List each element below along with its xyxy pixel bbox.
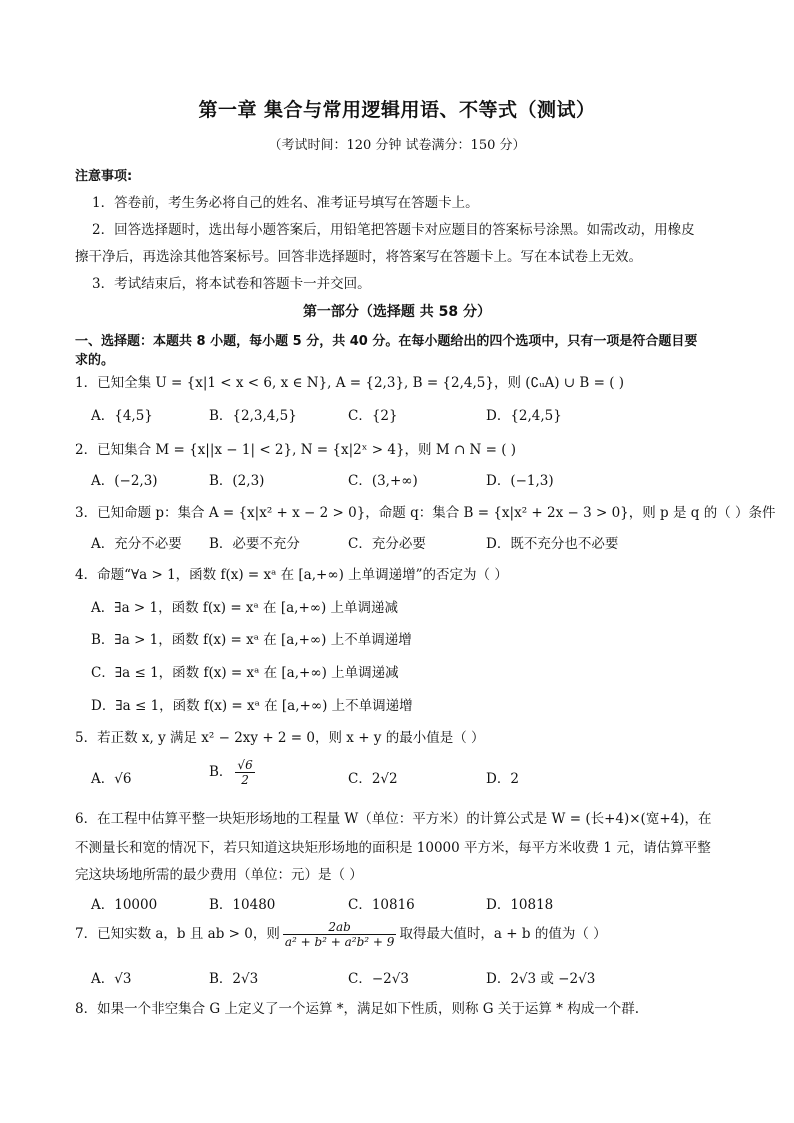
notice-item: 1．答卷前，考生务必将自己的姓名、准考证号填写在答题卡上。 (92, 195, 479, 211)
q7-stem-post: 取得最大值时，a + b 的值为（ ） (399, 926, 607, 942)
q4-option-c: C．∃a ≤ 1，函数 f(x) = xᵃ 在 [a,+∞) 上单调递减 (91, 665, 399, 681)
section-instruction-cont: 求的。 (75, 353, 115, 368)
q5-option-b-fraction (235, 758, 254, 787)
q4-option-a: A．∃a > 1，函数 f(x) = xᵃ 在 [a,+∞) 上单调递减 (91, 600, 399, 616)
q7-stem-pre: 7．已知实数 a，b 且 ab > 0，则 (75, 926, 280, 942)
fraction-numerator: 2ab (283, 920, 397, 935)
q4-option-d: D．∃a ≤ 1，函数 f(x) = xᵃ 在 [a,+∞) 上不单调递增 (91, 698, 413, 714)
q7-option-d: D．2√3 或 −2√3 (486, 971, 596, 987)
q3-option-b: B．必要不充分 (209, 536, 300, 552)
exam-info: （考试时间：120 分钟 试卷满分：150 分） (268, 138, 526, 153)
q5-option-a: A．√6 (91, 771, 132, 787)
fraction-denominator: a² + b² + a²b² + 9 (284, 935, 395, 949)
question-3-stem: 3．已知命题 p：集合 A = {x|x² + x − 2 > 0}，命题 q：集合 B = {x|x² + 2x − 3 > 0}，则 p 是 q 的（ ）条件 (75, 505, 776, 521)
notice-item: 2．回答选择题时，选出每小题答案后，用铅笔把答题卡对应题目的答案标号涂黑。如需改动，用橡皮 (92, 222, 695, 238)
q2-option-d: D．(−1,3) (486, 473, 554, 489)
page-title: 第一章 集合与常用逻辑用语、不等式（测试） (198, 99, 596, 121)
q5-option-b (209, 758, 258, 787)
question-4-stem: 4．命题“∀a > 1，函数 f(x) = xᵃ 在 [a,+∞) 上单调递增”的否定为（ ） (75, 567, 508, 583)
notice-item: 3．考试结束后，将本试卷和答题卡一并交回。 (92, 276, 371, 292)
q3-option-a: A．充分不必要 (91, 536, 182, 552)
section-instruction: 一、选择题：本题共 8 小题，每小题 5 分，共 40 分。在每小题给出的四个选项中，只有一项是符合题目要 (75, 334, 698, 349)
question-7-stem (75, 920, 607, 949)
q6-option-c: C．10816 (348, 897, 415, 913)
question-1-stem: 1．已知全集 U = {x|1 < x < 6, x ∈ N}, A = {2,3}, B = {2,4,5}，则 (∁ᵤA) ∪ B = ( ) (75, 375, 625, 391)
q5-option-d: D．2 (486, 771, 519, 787)
q2-option-c: C．(3,+∞) (348, 473, 418, 489)
q6-option-a: A．10000 (91, 897, 158, 913)
q1-option-d: D．{2,4,5} (486, 408, 562, 424)
q3-option-c: C．充分必要 (348, 536, 426, 552)
fraction-denominator: 2 (241, 773, 249, 787)
question-6-stem-line: 不测量长和宽的情况下，若只知道这块矩形场地的面积是 10000 平方米，每平方米收费 1 元，请估算平整 (75, 840, 711, 856)
q2-option-a: A．(−2,3) (91, 473, 158, 489)
q6-option-d: D．10818 (486, 897, 554, 913)
fraction-numerator: √6 (237, 758, 253, 772)
q4-option-b: B．∃a > 1，函数 f(x) = xᵃ 在 [a,+∞) 上不单调递增 (91, 632, 412, 648)
q6-option-b: B．10480 (209, 897, 276, 913)
q7-fraction (283, 920, 397, 949)
q7-option-a: A．√3 (91, 971, 132, 987)
q1-option-b: B．{2,3,4,5} (209, 408, 297, 424)
question-2-stem: 2．已知集合 M = {x||x − 1| < 2}, N = {x|2ˣ > 4}，则 M ∩ N = ( ) (75, 442, 517, 458)
question-6-stem-line: 完这块场地所需的最少费用（单位：元）是（ ） (75, 867, 363, 883)
q2-option-b: B．(2,3) (209, 473, 265, 489)
question-6-stem-line: 6．在工程中估算平整一块矩形场地的工程量 W（单位：平方米）的计算公式是 W = (长+4)×(宽+4)，在 (75, 811, 712, 827)
question-8-stem: 8．如果一个非空集合 G 上定义了一个运算 *，满足如下性质，则称 G 关于运算 * 构成一个群. (75, 1001, 639, 1017)
notice-heading: 注意事项: (75, 169, 133, 184)
question-5-stem: 5．若正数 x, y 满足 x² − 2xy + 2 = 0，则 x + y 的最小值是（ ） (75, 730, 485, 746)
q5-option-b-label: B． (209, 764, 233, 780)
q3-option-d: D．既不充分也不必要 (486, 536, 619, 552)
q1-option-a: A．{4,5} (91, 408, 153, 424)
q1-option-c: C．{2} (348, 408, 398, 424)
q5-option-c: C．2√2 (348, 771, 398, 787)
notice-item-cont: 擦干净后，再选涂其他答案标号。回答非选择题时，将答案写在答题卡上。写在本试卷上无效。 (75, 249, 642, 265)
q7-option-b: B．2√3 (209, 971, 259, 987)
q7-option-c: C．−2√3 (348, 971, 409, 987)
section-heading: 第一部分（选择题 共 58 分） (302, 304, 492, 320)
